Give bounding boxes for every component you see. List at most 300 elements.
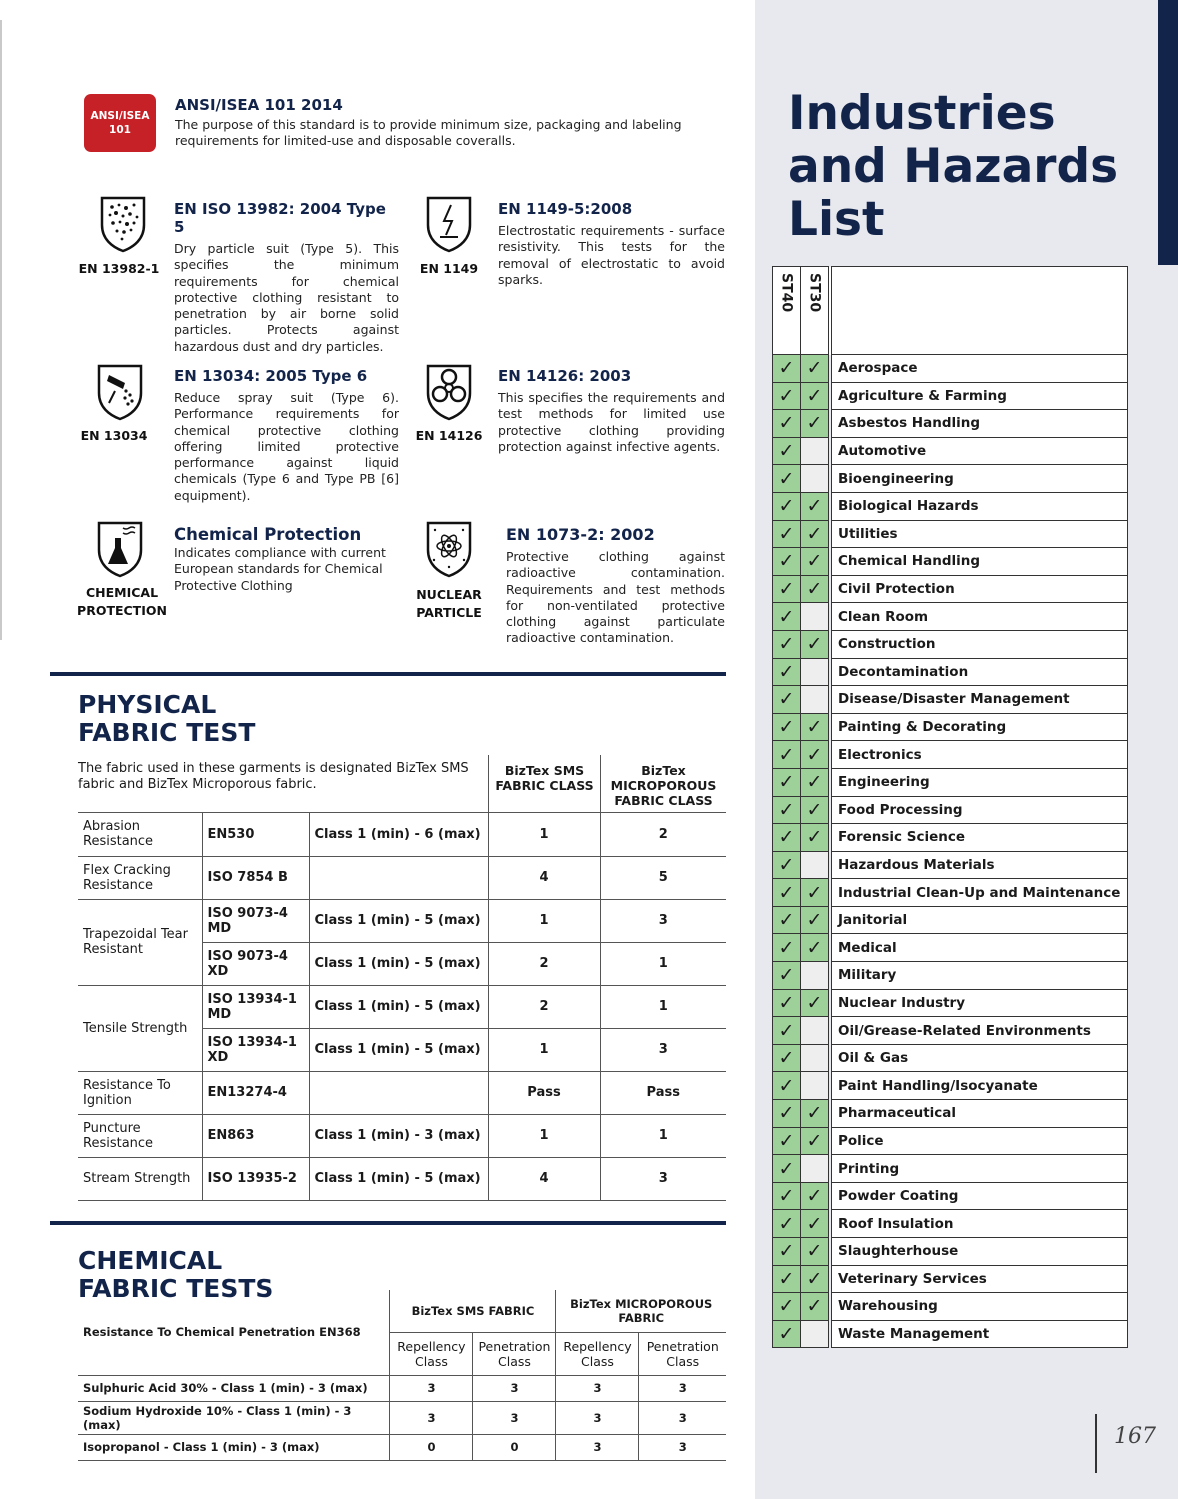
st40-check-cell <box>773 768 801 796</box>
st30-check-cell <box>801 1155 829 1183</box>
checkmark-icon: ✓ <box>806 495 823 518</box>
industry-name: Painting & Decorating <box>832 713 1128 741</box>
sms-value: 1 <box>488 1028 600 1071</box>
checkmark-icon: ✓ <box>778 522 795 545</box>
st30-check-cell <box>801 1265 829 1293</box>
chem-title: Chemical Protection <box>174 525 362 544</box>
industry-row <box>773 1127 1128 1155</box>
checkmark-icon: ✓ <box>778 1129 795 1152</box>
industry-name: Biological Hazards <box>832 492 1128 520</box>
st40-check-cell <box>773 879 801 907</box>
micro-value: 2 <box>600 813 726 856</box>
checkmark-icon: ✓ <box>806 1295 823 1318</box>
liquid-spray-shield-icon <box>95 363 145 421</box>
checkmark-icon: ✓ <box>806 578 823 601</box>
industry-name: Waste Management <box>832 1320 1128 1348</box>
chemical-value: 3 <box>473 1401 556 1434</box>
test-standard: ISO 13935-2 <box>202 1157 309 1200</box>
industry-name: Engineering <box>832 768 1128 796</box>
st30-check-cell <box>801 962 829 990</box>
st30-check-cell <box>801 851 829 879</box>
st30-check-cell <box>801 658 829 686</box>
st30-check-cell <box>801 410 829 438</box>
ansi-standard <box>175 96 725 150</box>
st30-check-cell <box>801 575 829 603</box>
st40-check-cell <box>773 1127 801 1155</box>
st40-check-cell <box>773 851 801 879</box>
industry-row <box>773 906 1128 934</box>
test-name: Tensile Strength <box>78 985 202 1071</box>
st30-check-cell <box>801 1238 829 1266</box>
st40-check-cell <box>773 548 801 576</box>
col-micro-class: BizTex MICROPOROUS FABRIC CLASS <box>600 755 726 813</box>
test-class-range: Class 1 (min) - 5 (max) <box>309 985 488 1028</box>
sms-value: 2 <box>488 985 600 1028</box>
st40-check-cell <box>773 382 801 410</box>
chem-label-line1: CHEMICAL <box>85 585 159 600</box>
badge-line1: ANSI/ISEA <box>90 110 150 122</box>
industry-row <box>773 1293 1128 1321</box>
test-class-range <box>309 1071 488 1114</box>
industry-name: Medical <box>832 934 1128 962</box>
checkmark-icon: ✓ <box>778 1295 795 1318</box>
industry-row <box>773 355 1128 383</box>
micro-value: 1 <box>600 942 726 985</box>
industry-row <box>773 1182 1128 1210</box>
en13982-text: Dry particle suit (Type 5). This specifies the minimum requirements for chemical protective clothing resistant to penetration by air borne solid particles. Protects against hazardous dust and dry particles. <box>174 241 399 354</box>
checkmark-icon: ✓ <box>778 1267 795 1290</box>
industry-row <box>773 548 1128 576</box>
st30-check-cell <box>801 1293 829 1321</box>
industry-row <box>773 1100 1128 1128</box>
checkmark-icon: ✓ <box>778 1102 795 1125</box>
physical-intro: The fabric used in these garments is designated BizTex SMS fabric and BizTex Microporous fabric. <box>78 761 469 792</box>
industry-name: Oil/Grease-Related Environments <box>832 1017 1128 1045</box>
checkmark-icon: ✓ <box>778 384 795 407</box>
st30-check-cell <box>801 465 829 493</box>
checkmark-icon: ✓ <box>778 826 795 849</box>
en13982-label: EN 13982-1 <box>78 261 160 276</box>
checkmark-icon: ✓ <box>778 716 795 739</box>
test-standard: EN13274-4 <box>202 1071 309 1114</box>
en13034-label: EN 13034 <box>80 428 148 443</box>
industries-title-line3: List <box>788 192 885 247</box>
st30-check-cell <box>801 603 829 631</box>
test-name: Stream Strength <box>78 1157 202 1200</box>
industry-row <box>773 1238 1128 1266</box>
st40-check-cell <box>773 410 801 438</box>
industry-name: Police <box>832 1127 1128 1155</box>
st40-check-cell <box>773 520 801 548</box>
chemical-name: Sodium Hydroxide 10% - Class 1 (min) - 3 (max) <box>78 1401 390 1434</box>
checkmark-icon: ✓ <box>806 798 823 821</box>
test-standard: ISO 9073-4 MD <box>202 899 309 942</box>
en13034-standard <box>174 367 399 504</box>
page-number-rule <box>1095 1414 1097 1473</box>
test-name: Puncture Resistance <box>78 1114 202 1157</box>
industry-name: Powder Coating <box>832 1182 1128 1210</box>
sms-value: 2 <box>488 942 600 985</box>
sms-value: 1 <box>488 899 600 942</box>
checkmark-icon: ✓ <box>806 1212 823 1235</box>
industry-name: Asbestos Handling <box>832 410 1128 438</box>
checkmark-icon: ✓ <box>806 357 823 380</box>
chemical-value: 3 <box>556 1434 639 1460</box>
micro-value: 3 <box>600 1157 726 1200</box>
industry-name: Chemical Handling <box>832 548 1128 576</box>
industry-row <box>773 658 1128 686</box>
test-class-range: Class 1 (min) - 6 (max) <box>309 813 488 856</box>
industry-name: Electronics <box>832 741 1128 769</box>
industries-table <box>772 266 1128 1348</box>
en1149-title: EN 1149-5:2008 <box>498 200 633 218</box>
st30-check-cell <box>801 934 829 962</box>
checkmark-icon: ✓ <box>806 550 823 573</box>
left-edge-mark <box>0 20 2 640</box>
industries-title-line1: Industries <box>788 86 1056 141</box>
industry-name: Military <box>832 962 1128 990</box>
col-st30-header <box>801 267 829 355</box>
st30-check-cell <box>801 630 829 658</box>
checkmark-icon: ✓ <box>778 1240 795 1263</box>
chem-standard <box>174 525 399 594</box>
chemical-value: 3 <box>639 1401 726 1434</box>
st30-check-cell <box>801 879 829 907</box>
industry-row <box>773 492 1128 520</box>
st30-check-cell <box>801 1100 829 1128</box>
micro-value: 5 <box>600 856 726 899</box>
en14126-title: EN 14126: 2003 <box>498 367 632 385</box>
checkmark-icon: ✓ <box>806 909 823 932</box>
industries-title <box>788 87 1118 246</box>
industry-name: Hazardous Materials <box>832 851 1128 879</box>
chemical-value: 3 <box>473 1375 556 1401</box>
industry-name: Nuclear Industry <box>832 989 1128 1017</box>
ansi-text: The purpose of this standard is to provide minimum size, packaging and labeling requirements for limited-use and disposable coveralls. <box>175 117 682 149</box>
nuclear-label-line2: PARTICLE <box>416 605 482 620</box>
industry-row <box>773 630 1128 658</box>
chem-label <box>72 584 172 620</box>
checkmark-icon: ✓ <box>778 605 795 628</box>
industry-row <box>773 575 1128 603</box>
checkmark-icon: ✓ <box>778 440 795 463</box>
st40-check-cell <box>773 989 801 1017</box>
physical-table <box>78 813 726 1201</box>
st30-check-cell <box>801 548 829 576</box>
col-st40-header <box>773 267 801 355</box>
chemical-value: 3 <box>556 1401 639 1434</box>
physical-title <box>78 691 255 747</box>
checkmark-icon: ✓ <box>806 1240 823 1263</box>
industry-row <box>773 465 1128 493</box>
st40-check-cell <box>773 741 801 769</box>
industry-name: Veterinary Services <box>832 1265 1128 1293</box>
checkmark-icon: ✓ <box>778 1157 795 1180</box>
en1073-title: EN 1073-2: 2002 <box>506 525 655 544</box>
industry-name: Aerospace <box>832 355 1128 383</box>
checkmark-icon: ✓ <box>778 578 795 601</box>
st40-check-cell <box>773 962 801 990</box>
test-class-range: Class 1 (min) - 5 (max) <box>309 899 488 942</box>
st40-check-cell <box>773 1265 801 1293</box>
st40-check-cell <box>773 796 801 824</box>
st40-check-cell <box>773 686 801 714</box>
st40-check-cell <box>773 492 801 520</box>
physical-title-line1: PHYSICAL <box>78 690 217 719</box>
checkmark-icon: ✓ <box>806 1129 823 1152</box>
checkmark-icon: ✓ <box>778 550 795 573</box>
checkmark-icon: ✓ <box>778 881 795 904</box>
st40-check-cell <box>773 603 801 631</box>
checkmark-icon: ✓ <box>778 743 795 766</box>
test-class-range: Class 1 (min) - 5 (max) <box>309 1157 488 1200</box>
dust-particles-shield-icon <box>98 195 148 253</box>
st30-check-cell <box>801 1072 829 1100</box>
en14126-text: This specifies the requirements and test methods for limited use protective clothing providing protection against infective agents. <box>498 390 725 454</box>
en1073-text: Protective clothing against radioactive contamination. Requirements and test methods for non-ventilated protective clothing against particulate radioactive contamination. <box>506 549 725 646</box>
industry-name: Printing <box>832 1155 1128 1183</box>
industry-row <box>773 1044 1128 1072</box>
en14126-label: EN 14126 <box>415 428 483 443</box>
en1149-text: Electrostatic requirements - surface resistivity. This tests for the removal of electrostatic to avoid sparks. <box>498 223 725 287</box>
ansi-badge-icon <box>84 94 156 152</box>
industry-row <box>773 1155 1128 1183</box>
checkmark-icon: ✓ <box>778 798 795 821</box>
industry-row <box>773 603 1128 631</box>
checkmark-icon: ✓ <box>806 743 823 766</box>
industry-name: Slaughterhouse <box>832 1238 1128 1266</box>
st30-check-cell <box>801 686 829 714</box>
industry-name: Pharmaceutical <box>832 1100 1128 1128</box>
chem-group-micro: BizTex MICROPOROUS FABRIC <box>556 1290 726 1332</box>
table-row <box>78 1114 726 1157</box>
checkmark-icon: ✓ <box>806 991 823 1014</box>
sms-value: Pass <box>488 1071 600 1114</box>
st30-check-cell <box>801 1182 829 1210</box>
st40-check-cell <box>773 1044 801 1072</box>
checkmark-icon: ✓ <box>778 467 795 490</box>
table-row <box>78 1401 726 1434</box>
st30-check-cell <box>801 906 829 934</box>
en1073-standard <box>506 525 725 647</box>
sms-value: 4 <box>488 856 600 899</box>
checkmark-icon: ✓ <box>778 853 795 876</box>
industry-row <box>773 989 1128 1017</box>
checkmark-icon: ✓ <box>778 909 795 932</box>
industry-name: Agriculture & Farming <box>832 382 1128 410</box>
st40-check-cell <box>773 437 801 465</box>
checkmark-icon: ✓ <box>778 936 795 959</box>
industry-header-blank <box>832 267 1128 355</box>
st40-check-cell <box>773 465 801 493</box>
st40-check-cell <box>773 355 801 383</box>
checkmark-icon: ✓ <box>806 633 823 656</box>
st30-check-cell <box>801 492 829 520</box>
industry-row <box>773 410 1128 438</box>
industry-row <box>773 934 1128 962</box>
electrostatic-shield-icon <box>424 195 474 253</box>
industry-row <box>773 1265 1128 1293</box>
industry-row <box>773 713 1128 741</box>
st40-check-cell <box>773 934 801 962</box>
chem-row-header: Resistance To Chemical Penetration EN368 <box>78 1290 390 1375</box>
table-row <box>78 856 726 899</box>
chemical-flask-shield-icon <box>95 520 145 578</box>
st40-check-cell <box>773 1210 801 1238</box>
chemical-value: 3 <box>639 1434 726 1460</box>
chem-sub-pen-sms: Penetration Class <box>473 1332 556 1375</box>
chem-sub-pen-micro: Penetration Class <box>639 1332 726 1375</box>
st30-check-cell <box>801 1127 829 1155</box>
micro-value: 3 <box>600 899 726 942</box>
st40-check-cell <box>773 630 801 658</box>
industry-name: Construction <box>832 630 1128 658</box>
st30-check-cell <box>801 1320 829 1348</box>
test-standard: ISO 9073-4 XD <box>202 942 309 985</box>
checkmark-icon: ✓ <box>806 716 823 739</box>
table-row <box>78 813 726 856</box>
industry-row <box>773 879 1128 907</box>
badge-line2: 101 <box>109 124 131 136</box>
micro-value: Pass <box>600 1071 726 1114</box>
test-name: Abrasion Resistance <box>78 813 202 856</box>
test-name: Trapezoidal Tear Resistant <box>78 899 202 985</box>
chemical-value: 0 <box>473 1434 556 1460</box>
industry-row <box>773 768 1128 796</box>
checkmark-icon: ✓ <box>778 495 795 518</box>
st30-check-cell <box>801 1017 829 1045</box>
industry-name: Food Processing <box>832 796 1128 824</box>
industry-name: Paint Handling/Isocyanate <box>832 1072 1128 1100</box>
checkmark-icon: ✓ <box>778 1212 795 1235</box>
st40-label: ST40 <box>778 273 795 313</box>
checkmark-icon: ✓ <box>806 936 823 959</box>
st40-check-cell <box>773 713 801 741</box>
chem-sub-rep-sms: Repellency Class <box>390 1332 473 1375</box>
chemical-value: 3 <box>390 1375 473 1401</box>
industry-name: Disease/Disaster Management <box>832 686 1128 714</box>
st40-check-cell <box>773 1072 801 1100</box>
industry-row <box>773 1017 1128 1045</box>
page-number: 167 <box>1114 1424 1156 1449</box>
chemical-value: 3 <box>639 1375 726 1401</box>
industry-row <box>773 686 1128 714</box>
chemical-name: Isopropanol - Class 1 (min) - 3 (max) <box>78 1434 390 1460</box>
en14126-standard <box>498 367 725 455</box>
table-row <box>78 1434 726 1460</box>
st30-check-cell <box>801 989 829 1017</box>
st30-check-cell <box>801 382 829 410</box>
sms-value: 1 <box>488 813 600 856</box>
checkmark-icon: ✓ <box>778 660 795 683</box>
test-standard: ISO 13934-1 MD <box>202 985 309 1028</box>
en1149-label: EN 1149 <box>419 261 479 276</box>
industry-name: Roof Insulation <box>832 1210 1128 1238</box>
industry-row <box>773 437 1128 465</box>
test-standard: EN863 <box>202 1114 309 1157</box>
test-class-range <box>309 856 488 899</box>
chemical-value: 0 <box>390 1434 473 1460</box>
test-class-range: Class 1 (min) - 3 (max) <box>309 1114 488 1157</box>
table-row <box>78 985 726 1028</box>
test-standard: ISO 13934-1 XD <box>202 1028 309 1071</box>
checkmark-icon: ✓ <box>778 1074 795 1097</box>
st30-check-cell <box>801 768 829 796</box>
st40-check-cell <box>773 1238 801 1266</box>
industry-row <box>773 824 1128 852</box>
checkmark-icon: ✓ <box>778 771 795 794</box>
industry-name: Civil Protection <box>832 575 1128 603</box>
st40-check-cell <box>773 575 801 603</box>
industry-name: Clean Room <box>832 603 1128 631</box>
st40-check-cell <box>773 1155 801 1183</box>
nuclear-particle-shield-icon <box>424 520 474 578</box>
test-name: Resistance To Ignition <box>78 1071 202 1114</box>
industry-row <box>773 382 1128 410</box>
en13982-standard <box>174 200 399 355</box>
industry-row <box>773 741 1128 769</box>
industry-name: Oil & Gas <box>832 1044 1128 1072</box>
table-row <box>78 1157 726 1200</box>
checkmark-icon: ✓ <box>778 1185 795 1208</box>
industry-name: Janitorial <box>832 906 1128 934</box>
industry-name: Warehousing <box>832 1293 1128 1321</box>
navy-tab <box>1158 0 1178 265</box>
en1073-label <box>410 586 488 622</box>
checkmark-icon: ✓ <box>806 522 823 545</box>
chemical-title-line2: FABRIC TESTS <box>78 1274 274 1303</box>
st40-check-cell <box>773 658 801 686</box>
industry-name: Bioengineering <box>832 465 1128 493</box>
st40-check-cell <box>773 1017 801 1045</box>
industry-name: Utilities <box>832 520 1128 548</box>
checkmark-icon: ✓ <box>806 826 823 849</box>
chemical-section-rule <box>50 1221 726 1225</box>
checkmark-icon: ✓ <box>806 881 823 904</box>
st30-check-cell <box>801 796 829 824</box>
industry-row <box>773 796 1128 824</box>
checkmark-icon: ✓ <box>806 1185 823 1208</box>
st40-check-cell <box>773 1320 801 1348</box>
checkmark-icon: ✓ <box>778 633 795 656</box>
st40-check-cell <box>773 1293 801 1321</box>
table-row <box>78 1071 726 1114</box>
col-sms-class: BizTex SMS FABRIC CLASS <box>488 755 600 813</box>
physical-section-rule <box>50 672 726 676</box>
industries-title-line2: and Hazards <box>788 139 1119 194</box>
st30-check-cell <box>801 1044 829 1072</box>
test-name: Flex Cracking Resistance <box>78 856 202 899</box>
industry-name: Forensic Science <box>832 824 1128 852</box>
en13034-text: Reduce spray suit (Type 6). Performance requirements for chemical protective clothing offering limited protective performance against liquid chemicals (Type 6 and Type PB [6] equipment). <box>174 390 399 503</box>
industry-row <box>773 1072 1128 1100</box>
ansi-title: ANSI/ISEA 101 2014 <box>175 96 343 114</box>
micro-value: 1 <box>600 985 726 1028</box>
test-class-range: Class 1 (min) - 5 (max) <box>309 942 488 985</box>
sms-value: 1 <box>488 1114 600 1157</box>
checkmark-icon: ✓ <box>806 1267 823 1290</box>
st30-check-cell <box>801 520 829 548</box>
st40-check-cell <box>773 906 801 934</box>
st30-check-cell <box>801 437 829 465</box>
chemical-table <box>78 1290 726 1461</box>
industry-name: Industrial Clean-Up and Maintenance <box>832 879 1128 907</box>
checkmark-icon: ✓ <box>778 964 795 987</box>
checkmark-icon: ✓ <box>778 991 795 1014</box>
st30-check-cell <box>801 824 829 852</box>
en13034-title: EN 13034: 2005 Type 6 <box>174 367 368 385</box>
test-class-range: Class 1 (min) - 5 (max) <box>309 1028 488 1071</box>
